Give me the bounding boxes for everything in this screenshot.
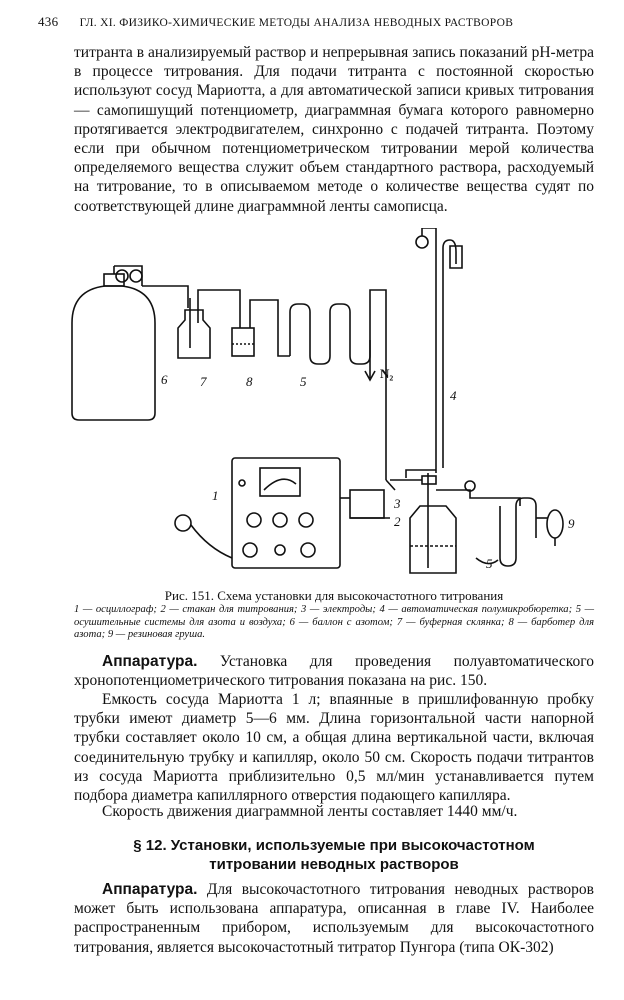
apparatus-diagram — [50, 228, 610, 588]
page-number: 436 — [38, 14, 59, 29]
drying-system-2 — [500, 498, 536, 566]
reagent-bottle — [410, 506, 456, 573]
paragraph-5-text: Для высокочастотного титрования неводных растворов может быть использована аппаратура, описанная в главе IV. Наиболее распространенным прибором, используемым для высокочастотного титрования, является высокочастотный титратор Пунгора (типа ОК-302) — [74, 881, 594, 956]
drying-system-1 — [290, 304, 370, 364]
figure-caption: Рис. 151. Схема установки для высокочастотного титрования — [164, 588, 504, 603]
paragraph-5-lead: Аппаратура. — [102, 881, 198, 898]
nitrogen-bubbler — [232, 328, 254, 356]
figure-legend: 1 — осциллограф; 2 — стакан для титрования; 3 — электроды; 4 — автоматическая полумикробюретка; 5 — осушительные системы для азота и воздуха; 6 — баллон с азотом; 7 — буферная склянка; 8 — барботер для азота; 9 — резиновая груша. — [74, 604, 594, 640]
pressure-gauge-icon — [116, 270, 128, 282]
paragraph-2-lead: Аппаратура. — [102, 653, 198, 670]
label-5a: 5 — [300, 374, 307, 389]
label-3: 3 — [394, 496, 401, 511]
power-plug-icon — [175, 515, 191, 531]
titration-beaker — [350, 490, 384, 518]
label-2: 2 — [394, 514, 401, 529]
paragraph-4: Скорость движения диаграммной ленты составляет 1440 мм/ч. — [102, 803, 518, 820]
paragraph-2-text: Установка для проведения полуавтоматического хронопотенциометрического титрования показана на рис. 150. — [74, 653, 594, 690]
rubber-bulb — [547, 510, 563, 538]
label-8: 8 — [246, 374, 253, 389]
section-heading-line-1: § 12. Установки, используемые при высокочастотном — [133, 837, 535, 854]
label-7: 7 — [200, 374, 207, 389]
paragraph-5 — [74, 880, 594, 957]
paragraph-2 — [74, 652, 594, 690]
label-6: 6 — [161, 372, 168, 387]
running-title: ГЛ. XI. ФИЗИКО-ХИМИЧЕСКИЕ МЕТОДЫ АНАЛИЗА НЕВОДНЫХ РАСТВОРОВ — [79, 17, 514, 29]
label-4: 4 — [450, 388, 457, 403]
buffer-flask — [178, 310, 210, 358]
section-heading-line-2: титровании неводных растворов — [209, 856, 459, 873]
oscilloscope — [232, 458, 340, 568]
nitrogen-cylinder — [72, 286, 155, 420]
paragraph-3: Емкость сосуда Мариотта 1 л; впаянные в пришлифованную пробку трубки имеют диаметр 5—6 мм. Длина горизонтальной части напорной трубки составляет около 10 см, а общая длина вертикальной части, включая соединительную трубку и капилляр, около 50 см. Скорость подачи титрантов из сосуда Мариотта приблизительно 0,5 мл/мин устанавливается путем подбора диаметра капиллярного отверстия подающего капилляра. — [74, 691, 594, 805]
label-1: 1 — [212, 488, 219, 503]
running-header — [38, 14, 598, 30]
label-n2: N₂ — [380, 366, 394, 381]
label-9: 9 — [568, 516, 575, 531]
paragraph-1: титранта в анализируемый раствор и непрерывная запись показаний pH-метра в процессе титрования. Для подачи титранта с постоянной скоростью используют сосуд Мариотта, а для автоматической записи кривых титрования — самопишущий потенциометр, диаграммная бумага которого равномерно протягивается электродвигателем, синхронно с подачей титранта. Поэтому если при обычном потенциометрическом титровании мерой количества определяемого вещества служит объем стандартного раствора, расходуемый на титрование, то в описываемом методе о количестве вещества судят по соответствующей длине диаграммной ленты самописца. — [74, 44, 594, 215]
section-heading — [74, 836, 594, 874]
label-5b: 5 — [486, 556, 493, 571]
